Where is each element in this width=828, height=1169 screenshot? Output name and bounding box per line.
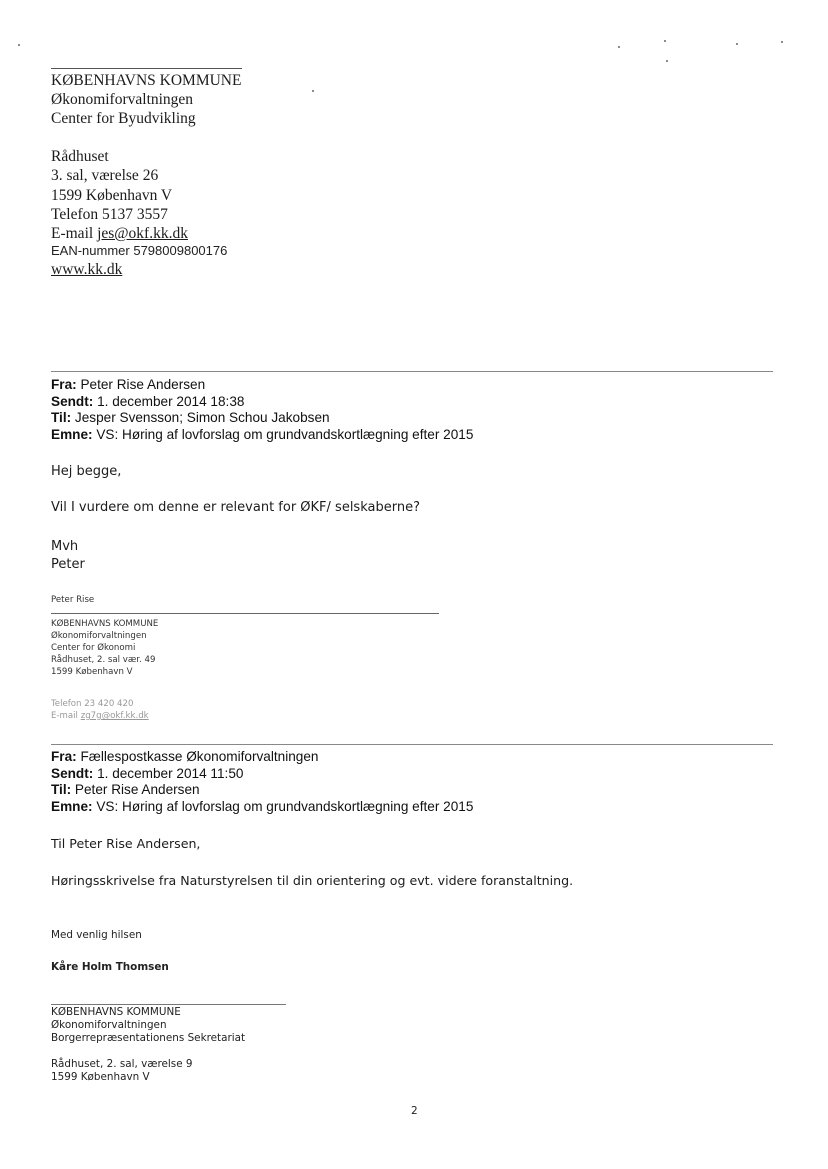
scan-speck [664,40,666,42]
mail2-subject-row [51,799,473,816]
mail2-body: Høringsskrivelse fra Naturstyrelsen til din orientering og evt. videre foranstaltning. [51,873,574,888]
mail2-sent-label: Sendt: [51,766,94,781]
sig1-address: Rådhuset, 2. sal vær. 49 [51,655,156,665]
mail1-from: Peter Rise Andersen [80,377,206,392]
sig2-org: KØBENHAVNS KOMMUNE [51,1006,181,1018]
mail1-subject: VS: Høring af lovforslag om grundvandskortlægning efter 2015 [96,427,474,442]
letterhead-phone: Telefon 5137 3557 [51,206,168,223]
sig2-address: Rådhuset, 2. sal, værelse 9 [51,1058,193,1070]
letterhead-ean: EAN-nummer 5798009800176 [51,243,228,258]
sig2-city: 1599 København V [51,1071,150,1083]
mail2-name: Kåre Holm Thomsen [51,961,169,973]
mail1-to-row [51,410,330,427]
sig1-phone: Telefon 23 420 420 [51,699,134,709]
sig1-name: Peter Rise [51,595,95,605]
letterhead-room: 3. sal, værelse 26 [51,167,159,184]
letterhead-web-link[interactable]: www.kk.dk [51,261,123,278]
page-number: 2 [411,1105,418,1117]
sig2-rule [51,1004,286,1005]
sig1-city: 1599 København V [51,667,133,677]
mail2-sent: 1. december 2014 11:50 [97,766,244,781]
scan-speck [618,46,620,48]
letterhead-building: Rådhuset [51,148,109,165]
mail1-to-label: Til: [51,410,72,425]
sig1-rule [51,613,439,614]
mail1-subject-label: Emne: [51,427,93,442]
mail1-closing: Mvh [51,539,79,554]
letterhead-email-link[interactable]: jes@okf.kk.dk [97,225,188,242]
mail2-to-row [51,782,200,799]
mail1-sent-label: Sendt: [51,394,94,409]
mail1-sent: 1. december 2014 18:38 [97,394,245,409]
mail2-subject: VS: Høring af lovforslag om grundvandskortlægning efter 2015 [96,799,474,814]
letterhead-email-row [51,224,188,243]
mail1-greeting: Hej begge, [51,464,122,479]
letterhead-email-label: E-mail [51,225,98,242]
mail2-to: Peter Rise Andersen [74,782,200,797]
scan-speck [18,44,20,46]
letterhead-dept: Økonomiforvaltningen [51,91,194,108]
mail2-from: Fællespostkasse Økonomiforvaltningen [80,749,319,764]
mail2-separator [51,744,773,745]
mail1-name: Peter [51,557,85,572]
sig2-dept: Økonomiforvaltningen [51,1019,167,1031]
sig1-email-row [51,710,149,722]
sig1-email-label: E-mail [51,711,81,721]
letterhead-city: 1599 København V [51,187,173,204]
scan-speck [666,60,668,62]
mail1-sent-row [51,394,244,411]
mail1-separator [51,371,773,372]
scan-speck [781,41,783,43]
scan-speck [736,43,738,45]
mail2-sent-row [51,766,243,783]
sig1-email-link[interactable]: zg7g@okf.kk.dk [80,711,149,721]
mail1-from-label: Fra: [51,377,77,392]
mail2-closing: Med venlig hilsen [51,929,142,941]
sig2-unit: Borgerrepræsentationens Sekretariat [51,1032,246,1044]
mail1-body: Vil I vurdere om denne er relevant for ØKF/ selskaberne? [51,500,420,515]
letterhead-org: KØBENHAVNS KOMMUNE [51,72,242,89]
mail2-to-label: Til: [51,782,72,797]
mail2-subject-label: Emne: [51,799,93,814]
sig1-dept: Økonomiforvaltningen [51,631,147,641]
letterhead-rule [51,68,242,69]
mail2-from-row [51,749,318,766]
mail1-from-row [51,377,205,394]
scan-speck [312,90,314,92]
sig1-org: KØBENHAVNS KOMMUNE [51,619,159,629]
mail1-to: Jesper Svensson; Simon Schou Jakobsen [74,410,330,425]
letterhead-center: Center for Byudvikling [51,110,196,127]
sig1-center: Center for Økonomi [51,643,136,653]
mail2-from-label: Fra: [51,749,77,764]
mail2-greeting: Til Peter Rise Andersen, [51,836,201,851]
mail1-subject-row [51,427,473,444]
